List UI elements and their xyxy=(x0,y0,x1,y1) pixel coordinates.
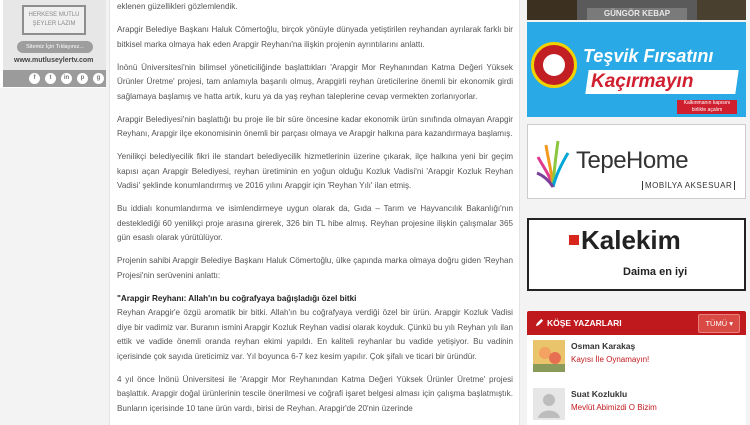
author-item[interactable] xyxy=(527,385,746,425)
all-label: TÜMÜ xyxy=(705,319,728,328)
tepehome-name: TepeHome xyxy=(576,147,689,174)
kebap-ad[interactable] xyxy=(527,0,746,20)
tepehome-subtitle: MOBİLYA AKSESUAR xyxy=(642,181,735,190)
left-ad-button[interactable]: Sitemiz İçin Tıklayınız... xyxy=(17,41,93,53)
instagram-icon[interactable]: in xyxy=(61,73,72,84)
left-ad-site: www.mutluseylertv.com xyxy=(14,57,94,64)
author-name[interactable]: Suat Kozluklu xyxy=(571,389,628,399)
kalekim-square-icon xyxy=(569,235,579,245)
article-paragraph: Projenin sahibi Arapgir Belediye Başkanı Haluk Cömertoğlu, ülke çapında marka olmaya doğru giden 'Reyhan Projesi'nin serüvenini anlattı: xyxy=(117,256,513,280)
kalekim-name: Kalekim xyxy=(581,225,681,255)
columnists-title-text: KÖŞE YAZARLARI xyxy=(547,318,622,328)
facebook-icon[interactable]: f xyxy=(29,73,40,84)
article-column xyxy=(109,0,520,425)
kebap-sign: GÜNGÖR KEBAP xyxy=(587,8,687,20)
pinterest-icon[interactable]: p xyxy=(77,73,88,84)
article-paragraph: Yenilikçi belediyecilik fikri ile standart belediyecilik hizmetlerinin üzerine çıkarak, ilçe halkına yeni bir geçim kapısı açan Arapgir Belediyesi, reyhan üretiminin en yoğun olduğu Kozluk Vadisi'ni 'Arapgir Kozluk Reyhan Vadisi' şeklinde konumlandırmış ve 2016 yılını Arapgir için 'Reyhan Yılı' ilan etmiş. xyxy=(117,152,513,190)
article-paragraph: İnönü Üniversitesi'nin bilimsel yöneticiliğinde başlattıkları 'Arapgir Mor Reyhanından Katma Değeri Yüksek Ürünler Üretme' projesi, tam anlamıyla başarılı olmuş, Arapgirli reyhan üreticilerine önemli bir ekonomik girdi sağlamaya başlamış ve hatta artık, kuru ya da yaş reyhan taleplerine cevap vermekten zorlanıyorlar. xyxy=(117,62,513,101)
tesvik-subheadline: Kaçırmayın xyxy=(591,71,694,92)
twitter-icon[interactable]: t xyxy=(45,73,56,84)
right-sidebar xyxy=(527,0,746,425)
emblem-icon xyxy=(531,42,577,88)
columnists-title xyxy=(535,318,622,328)
ad-photo-right xyxy=(697,0,746,20)
columnists-header xyxy=(527,311,746,335)
left-ad-logo: HERKESE MUTLU ŞEYLER LAZIM xyxy=(22,5,86,35)
google-icon[interactable]: g xyxy=(93,73,104,84)
article-title-link[interactable]: Kayısı İle Oynamayın! xyxy=(571,355,650,364)
tesvik-headline: Teşvik Fırsatını xyxy=(583,46,714,66)
tepehome-logo-icon xyxy=(536,135,570,191)
tesvik-slogan: Kalkınmanın kapısını birlikte açalım xyxy=(677,100,737,114)
avatar xyxy=(533,340,565,372)
ad-photo-left xyxy=(527,0,577,20)
tesvik-ad[interactable] xyxy=(527,22,746,117)
all-columnists-button[interactable] xyxy=(698,314,740,333)
tepehome-ad[interactable] xyxy=(527,124,746,199)
kalekim-tagline: Daima en iyi xyxy=(623,266,688,278)
article-paragraph: Arapgir Belediye Başkanı Haluk Cömertoğlu, birçok yönüyle dünyada yetiştirilen reyhandan ayrılarak farklı bir bitkisel marka olmaya hak eden Arapgir Reyhanı'na ilişkin projenin ayrıntılarını anlattı. xyxy=(117,25,513,49)
left-banner-ad[interactable] xyxy=(0,0,106,88)
article-title-link[interactable]: Mevlüt Abimizdi O Bizim xyxy=(571,403,657,412)
article-subheading: "Arapgir Reyhanı: Allah'ın bu coğrafyaya bağışladığı özel bitki xyxy=(117,293,357,303)
article-paragraph: Reyhan Arapgir'e özgü aromatik bir bitki. Allah'ın bu coğrafyaya verdiği özel bir ürün. Arapgir Kozluk Vadisi diye bir vadimiz var. Buranın ismini Arapgir Kozluk Reyhan vadisi olarak koyduk. Çünkü bu yılı Reyhan yılı ilan ettik ve vadide önemli oranda reyhan ekimi yapıldı. En kaliteli reyhanlar bu vadide yetişiyor. Bu vadinin içerisinde çok sayıda üreticimiz var. Yıl boyunca 6-7 kez kesim yapılır. Çok şifalı ve ticari bir üründür. xyxy=(117,308,513,361)
columnists-widget xyxy=(527,311,746,425)
author-item[interactable] xyxy=(527,337,746,377)
kalekim-ad[interactable] xyxy=(527,218,746,291)
avatar-placeholder-icon xyxy=(533,388,565,420)
article-body xyxy=(117,0,513,416)
chevron-down-icon: ▾ xyxy=(729,319,733,328)
article-paragraph: 4 yıl önce İnönü Üniversitesi ile 'Arapgir Mor Reyhanından Katma Değeri Yüksek Ürünler Üretme' projesi başlattık. Arapgir doğal ürünlerinin tescile önerilmesi ve coğrafi işaret belgesi alması için çalışma başlatmıştık. Bunların içerisinde 10 tane ürün vardı, birisi de Reyhan. Arapgir'de 20'nin üzerinde xyxy=(117,374,513,413)
article-paragraph: eklenen güzellikleri gözlemlendik. xyxy=(117,2,238,11)
article-paragraph: Bu iddialı konumlandırma ve isimlendirmeye uygun olarak da, Gıda – Tarım ve Hayvancılık Bakanlığı'nın desteklediği 60 yenilikçi proje arasına girerek, 326 bin TL hibe almış. Reyhan projesine ilişkin çalışmalar 365 gün esaslı olarak yürütülüyor. xyxy=(117,204,513,242)
article-paragraph: Arapgir Belediyesi'nin başlattığı bu proje ile bir süre öncesine kadar ekonomik ürün sınıfında olmayan Arapgir Reyhanı, Arapgir ilçe ekonomisinin önemli bir parçası olmaya ve Arapgir halkına para kazandırmaya başlamış. xyxy=(117,114,513,138)
author-name[interactable]: Osman Karakaş xyxy=(571,341,636,351)
left-ad-social-bar xyxy=(3,70,106,87)
pen-icon xyxy=(535,318,544,327)
